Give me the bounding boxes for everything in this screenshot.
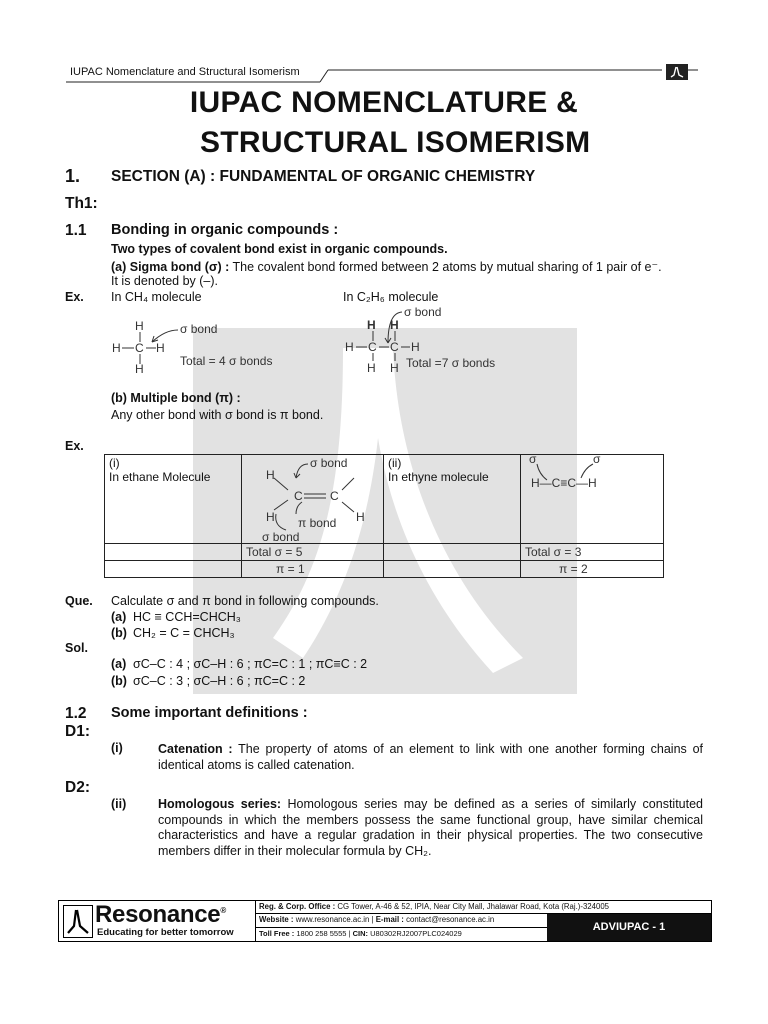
subsection-2-number: 1.2 (65, 705, 87, 722)
running-header: IUPAC Nomenclature and Structural Isomerism (70, 66, 300, 78)
office-address: Reg. & Corp. Office : CG Tower, A-46 & 52, IPIA, Near City Mall, Jhalawar Road, Kota (Raj.)-324005 (259, 902, 609, 911)
que-text: Calculate σ and π bond in following compounds. (111, 594, 379, 608)
subsection-title: Bonding in organic compounds : (111, 222, 339, 238)
multiple-bond-heading: (b) Multiple bond (π) : (111, 391, 241, 405)
total-sigma-ethene: Total σ = 5 (242, 544, 384, 561)
table-cell-ethyne-label: (ii) In ethyne molecule (384, 455, 521, 544)
d1-label: D1: (65, 723, 90, 740)
sol-b-label: (b) (111, 674, 127, 688)
d2-number: (ii) (111, 797, 127, 811)
d1-number: (i) (111, 741, 123, 755)
contact-web-email: Website : www.resonance.ac.in | E-mail : contact@resonance.ac.in (259, 915, 495, 924)
c2h6-caption: In C₂H₆ molecule (343, 290, 439, 304)
tollfree-cin: Toll Free : 1800 258 5555 | CIN: U80302RJ2007PLC024029 (259, 929, 462, 938)
brand-tagline: Educating for better tomorrow (97, 927, 234, 938)
ch4-caption: In CH₄ molecule (111, 290, 202, 304)
header-rule (62, 64, 702, 86)
table-cell-ethene-structure: H C C H H σ bond π bond σ bond (242, 455, 384, 544)
section-title: SECTION (A) : FUNDAMENTAL OF ORGANIC CHEMISTRY (111, 168, 536, 185)
pi-ethyne: π = 2 (521, 561, 664, 578)
sigma-definition: (a) Sigma bond (σ) : The covalent bond formed between 2 atoms by mutual sharing of 1 pair of e⁻. (111, 260, 662, 274)
page-title-line1: IUPAC NOMENCLATURE & (189, 86, 579, 119)
table-cell-ethyne-structure: σ σ H—C≡C—H (521, 455, 664, 544)
example-label: Ex. (65, 290, 84, 304)
email-link[interactable]: contact@resonance.ac.in (406, 915, 495, 924)
sol-label: Sol. (65, 641, 88, 655)
subsection-number: 1.1 (65, 222, 87, 239)
sol-a-label: (a) (111, 657, 127, 671)
table-cell-ethane-label: (i) In ethane Molecule (105, 455, 242, 544)
sigma-denoted: It is denoted by (–). (111, 274, 219, 288)
page-title-line2: STRUCTURAL ISOMERISM (200, 126, 591, 159)
bonding-intro: Two types of covalent bond exist in organic compounds. (111, 242, 448, 256)
c2h6-structure: H H H C C H H H σ bond Total =7 σ bonds (345, 305, 496, 375)
th-label: Th1: (65, 195, 98, 212)
brand-name: Resonance® (95, 901, 226, 928)
bond-table (104, 454, 664, 578)
d2-definition: Homologous series: Homologous series may be defined as a series of similarly constituted compounds in which the members possess the same functional group, have similar chemical characteristics and have a regular gradation in their physical properties. The two consecutive members differ in their molecular formula by CH₂. (158, 797, 703, 858)
page-code: ADVIUPAC - 1 (547, 914, 711, 941)
resonance-logo-icon (63, 905, 93, 938)
que-a-text: HC ≡ CCH=CHCH₃ (133, 610, 241, 624)
que-label: Que. (65, 594, 93, 608)
pi-ethene: π = 1 (242, 561, 384, 578)
section-number: 1. (65, 166, 81, 186)
que-a-label: (a) (111, 610, 127, 624)
footer (58, 900, 712, 942)
que-b-text: CH₂ = C = CHCH₃ (133, 626, 235, 640)
total-sigma-ethyne: Total σ = 3 (521, 544, 664, 561)
footer-brand (59, 901, 256, 941)
d2-label: D2: (65, 779, 90, 796)
subsection-2-title: Some important definitions : (111, 705, 308, 721)
example2-label: Ex. (65, 439, 84, 453)
sol-b-text: σC–C : 3 ; σC–H : 6 ; πC=C : 2 (133, 674, 306, 688)
d1-definition: Catenation : The property of atoms of an element to link with one another forming chains of identical atoms is called catenation. (158, 742, 703, 772)
sol-a-text: σC–C : 4 ; σC–H : 6 ; πC=C : 1 ; πC≡C : 2 (133, 657, 368, 671)
que-b-label: (b) (111, 626, 127, 640)
website-link[interactable]: www.resonance.ac.in (295, 915, 370, 924)
multiple-bond-text: Any other bond with σ bond is π bond. (111, 408, 324, 422)
ch4-structure: H H C H H σ bond Total = 4 σ bonds (112, 319, 273, 376)
